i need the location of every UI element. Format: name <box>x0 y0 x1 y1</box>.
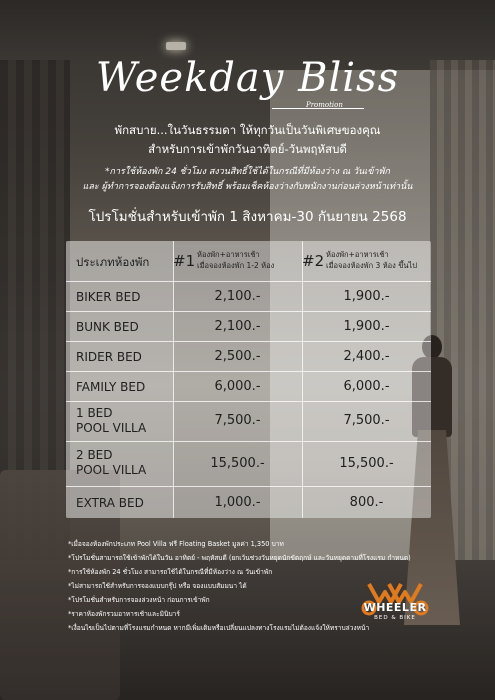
room-name: BIKER BED <box>76 290 141 304</box>
option-2-line-2: เมื่อจองห้องพัก 3 ห้อง ขึ้นไป <box>326 261 417 270</box>
room-name: RIDER BED <box>76 350 142 364</box>
option-1-line-1: ห้องพัก+อาหารเช้า <box>197 250 260 259</box>
price-option-2: 2,400.- <box>343 349 390 364</box>
price-option-2: 15,500.- <box>339 456 394 471</box>
room-name-line-2: POOL VILLA <box>76 463 147 477</box>
stay-days: สำหรับการเข้าพักวันอาทิตย์-วันพฤหัสบดี <box>148 142 347 156</box>
price-option-1: 7,500.- <box>214 413 261 428</box>
price-option-1: 1,000.- <box>214 495 261 510</box>
price-option-2: 1,900.- <box>343 289 390 304</box>
footnote: *เมื่อจองห้องพักประเภท Pool Villa ฟรี Floating Basket มูลค่า 1,350 บาท <box>68 540 284 548</box>
option-2-number: #2 <box>302 252 325 270</box>
table-row <box>66 402 431 442</box>
room-name-line-1: 2 BED <box>76 448 113 462</box>
condition-note-2: และ ผู้ทำการจองต้องแจ้งการรับสิทธิ์ พร้อมเช็คห้องว่างกับพนักงานก่อนล่วงหน้าเท่านั้น <box>82 182 413 192</box>
title-tag: Promotion <box>306 101 343 109</box>
room-name: EXTRA BED <box>76 496 144 510</box>
table-row <box>66 372 431 402</box>
price-option-2: 7,500.- <box>343 413 390 428</box>
condition-note-1: *การใช้ห้องพัก 24 ชั่วโมง สงวนสิทธิ์ใช้ได้ในกรณีที่มีห้องว่าง ณ วันเข้าพัก <box>105 167 390 177</box>
price-option-2: 1,900.- <box>343 319 390 334</box>
option-2-line-1: ห้องพัก+อาหารเช้า <box>326 250 389 259</box>
price-option-2: 800.- <box>349 495 384 510</box>
room-name-line-2: POOL VILLA <box>76 421 147 435</box>
price-option-1: 15,500.- <box>210 456 265 471</box>
tagline: พักสบาย...ในวันธรรมดา ให้ทุกวันเป็นวันพิเศษของคุณ <box>114 123 381 137</box>
wheeler-logo-icon <box>355 563 435 633</box>
option-1-number: #1 <box>173 252 196 270</box>
footnote: *การใช้ห้องพัก 24 ชั่วโมง สามารถใช้ได้ในกรณีที่มีห้องว่าง ณ วันเข้าพัก <box>68 568 273 576</box>
table-row <box>66 487 431 518</box>
table-row <box>66 342 431 372</box>
room-name: FAMILY BED <box>76 380 146 394</box>
table-row <box>66 312 431 342</box>
price-option-1: 6,000.- <box>214 379 261 394</box>
footnote: *เงื่อนไขเป็นไปตามที่โรงแรมกำหนด หากมีเพิ่มเติมหรือเปลี่ยนแปลงทางโรงแรมไม่ต้องแจ้งให้ทราบล่วงหน้า <box>68 624 370 632</box>
price-option-1: 2,500.- <box>214 349 261 364</box>
poster-title: Weekday Bliss <box>95 55 400 101</box>
logo-name: WHEELER <box>363 601 427 614</box>
table-header-row <box>66 241 431 282</box>
price-table <box>66 241 431 518</box>
footnote: *โปรโมชั่นสำหรับการจองล่วงหน้า ก่อนการเข้าพัก <box>68 596 210 604</box>
room-type-header: ประเภทห้องพัก <box>76 255 150 269</box>
price-option-2: 6,000.- <box>343 379 390 394</box>
option-1-line-2: เมื่อจองห้องพัก 1-2 ห้อง <box>197 261 275 270</box>
price-option-1: 2,100.- <box>214 289 261 304</box>
room-name-line-1: 1 BED <box>76 406 113 420</box>
table-row <box>66 282 431 312</box>
price-option-1: 2,100.- <box>214 319 261 334</box>
footnote: *ราคาห้องพักรวมอาหารเช้าและมินิบาร์ <box>68 610 180 618</box>
table-row <box>66 442 431 487</box>
footnote: *โปรโมชั่นสามารถใช้เข้าพักได้ในวัน อาทิตย์ - พฤหัสบดี (ยกเว้นช่วงวันหยุดนักขัตฤกษ์ และวันหยุดตามที่โรงแรม กำหนด) <box>68 554 411 562</box>
room-name: BUNK BED <box>76 320 139 334</box>
promo-period: โปรโมชั่นสำหรับเข้าพัก 1 สิงหาคม-30 กันยายน 2568 <box>88 209 407 225</box>
logo-subtitle: BED & BIKE <box>374 615 416 621</box>
footnote: *ไม่สามารถใช้สำหรับการจองแบบกรุ๊ป หรือ จองแบบสัมมนา ได้ <box>68 582 247 590</box>
